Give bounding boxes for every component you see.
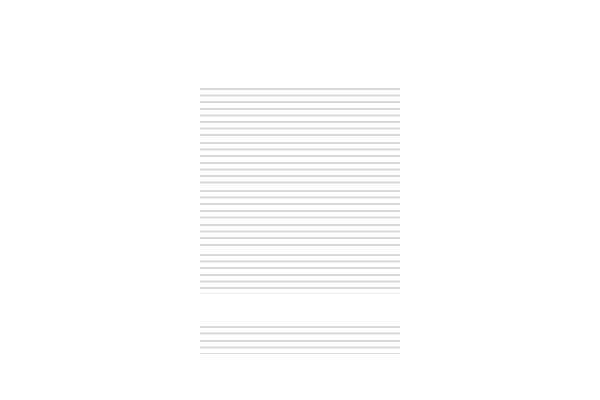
paragraph-3 — [200, 190, 400, 222]
second-article-paragraph-1 — [200, 326, 400, 338]
paragraph-5 — [200, 254, 400, 294]
paragraph-4 — [200, 224, 400, 250]
paragraph-1 — [200, 88, 400, 140]
paragraph-2 — [200, 142, 400, 188]
second-article-paragraph-2 — [200, 340, 400, 354]
